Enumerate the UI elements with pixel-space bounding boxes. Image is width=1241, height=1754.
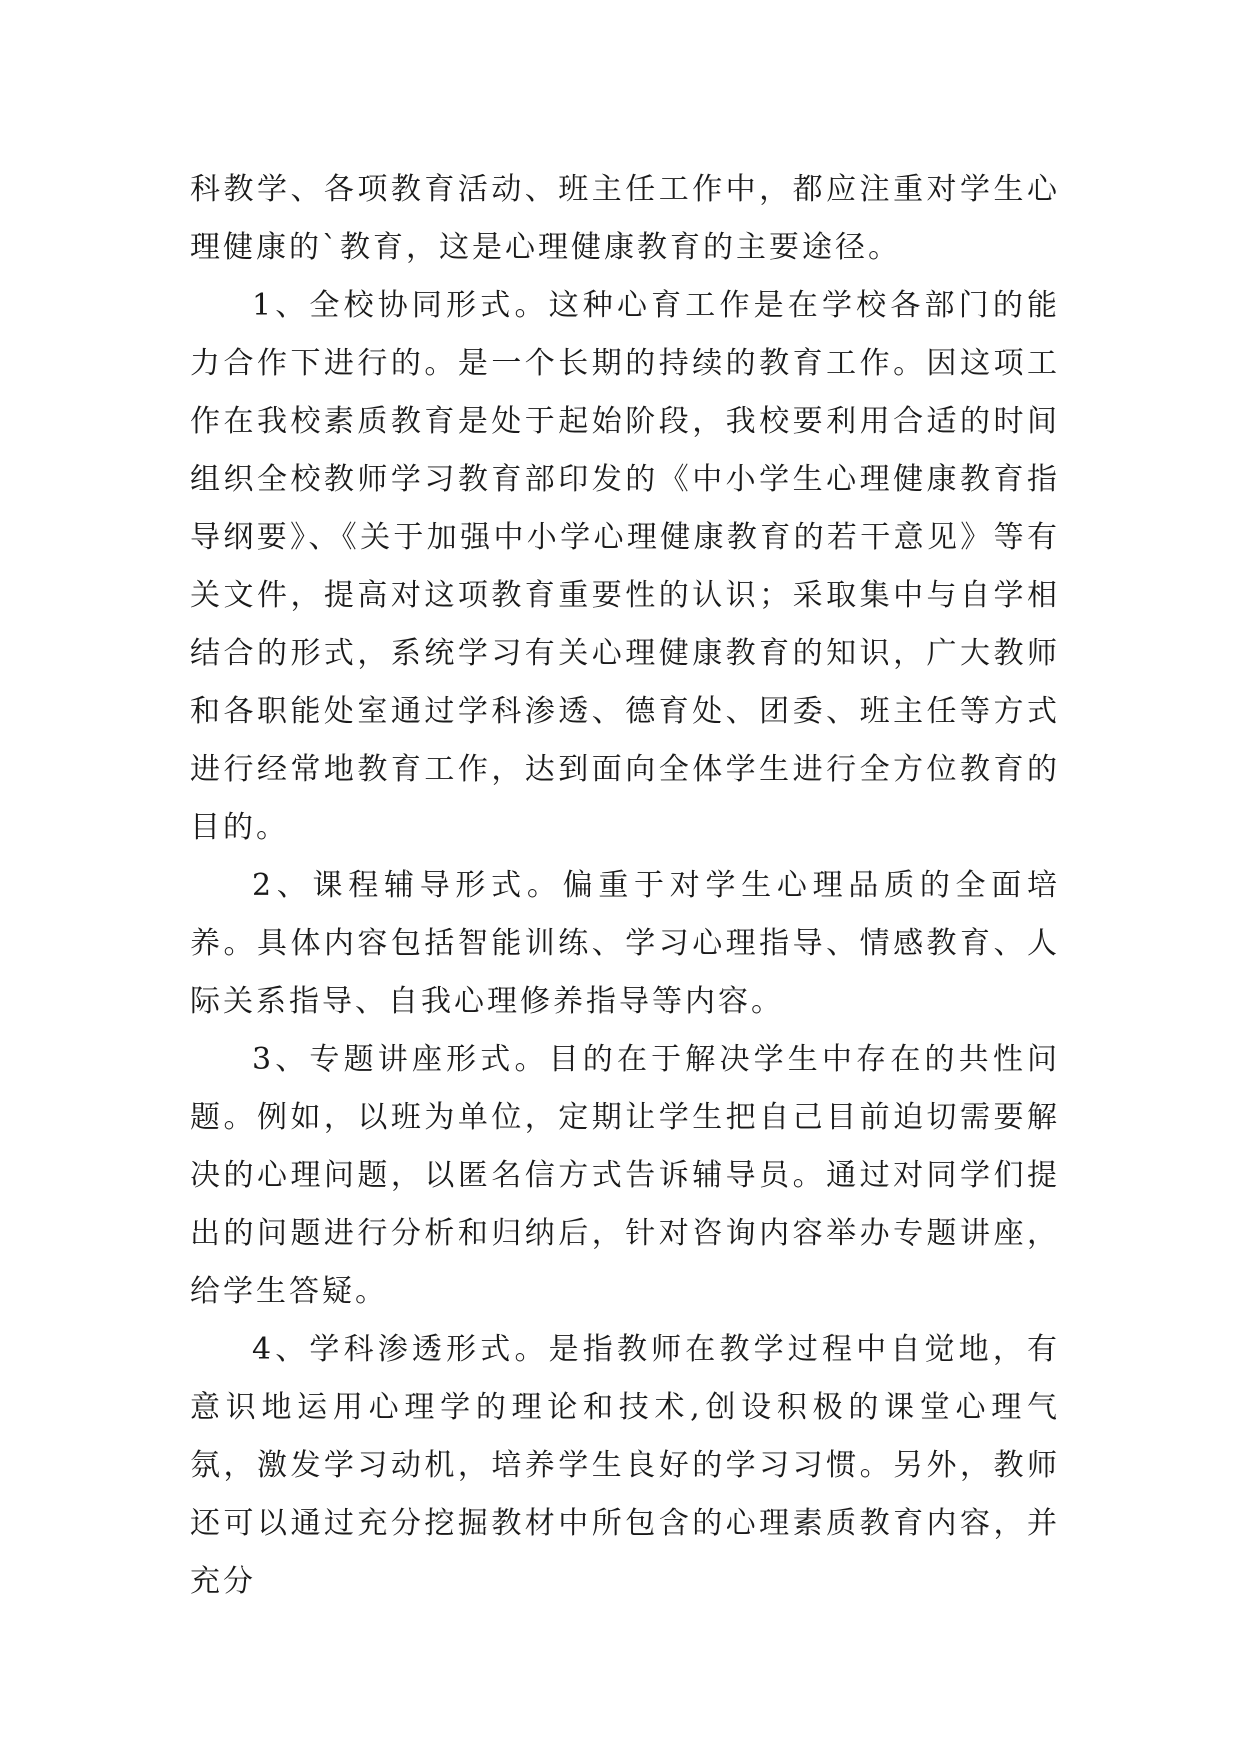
document-body [190,161,1060,1611]
paragraph-school-collaboration: 1、全校协同形式。这种心育工作是在学校各部门的能力合作下进行的。是一个长期的持续的教育工作。因这项工作在我校素质教育是处于起始阶段，我校要利用合适的时间组织全校教师学习教育部印发的《中小学生心理健康教育指导纲要》、《关于加强中小学心理健康教育的若干意见》等有关文件，提高对这项教育重要性的认识；采取集中与自学相结合的形式，系统学习有关心理健康教育的知识，广大教师和各职能处室通过学科渗透、德育处、团委、班主任等方式进行经常地教育工作，达到面向全体学生进行全方位教育的目的。 [190,288,1060,845]
paragraph-intro-continuation: 科教学、各项教育活动、班主任工作中，都应注重对学生心理健康的`教育，这是心理健康教育的主要途径。 [190,172,1060,265]
paragraph-course-guidance: 2、课程辅导形式。偏重于对学生心理品质的全面培养。具体内容包括智能训练、学习心理指导、情感教育、人际关系指导、自我心理修养指导等内容。 [190,868,1060,1019]
paragraph-special-lectures: 3、专题讲座形式。目的在于解决学生中存在的共性问题。例如，以班为单位，定期让学生把自己目前迫切需要解决的心理问题，以匿名信方式告诉辅导员。通过对同学们提出的问题进行分析和归纳后，针对咨询内容举办专题讲座，给学生答疑。 [190,1042,1060,1309]
paragraph-subject-infiltration: 4、学科渗透形式。是指教师在教学过程中自觉地，有意识地运用心理学的理论和技术,创设积极的课堂心理气氛，激发学习动机，培养学生良好的学习习惯。另外，教师还可以通过充分挖掘教材中所包含的心理素质教育内容，并充分 [190,1332,1060,1599]
